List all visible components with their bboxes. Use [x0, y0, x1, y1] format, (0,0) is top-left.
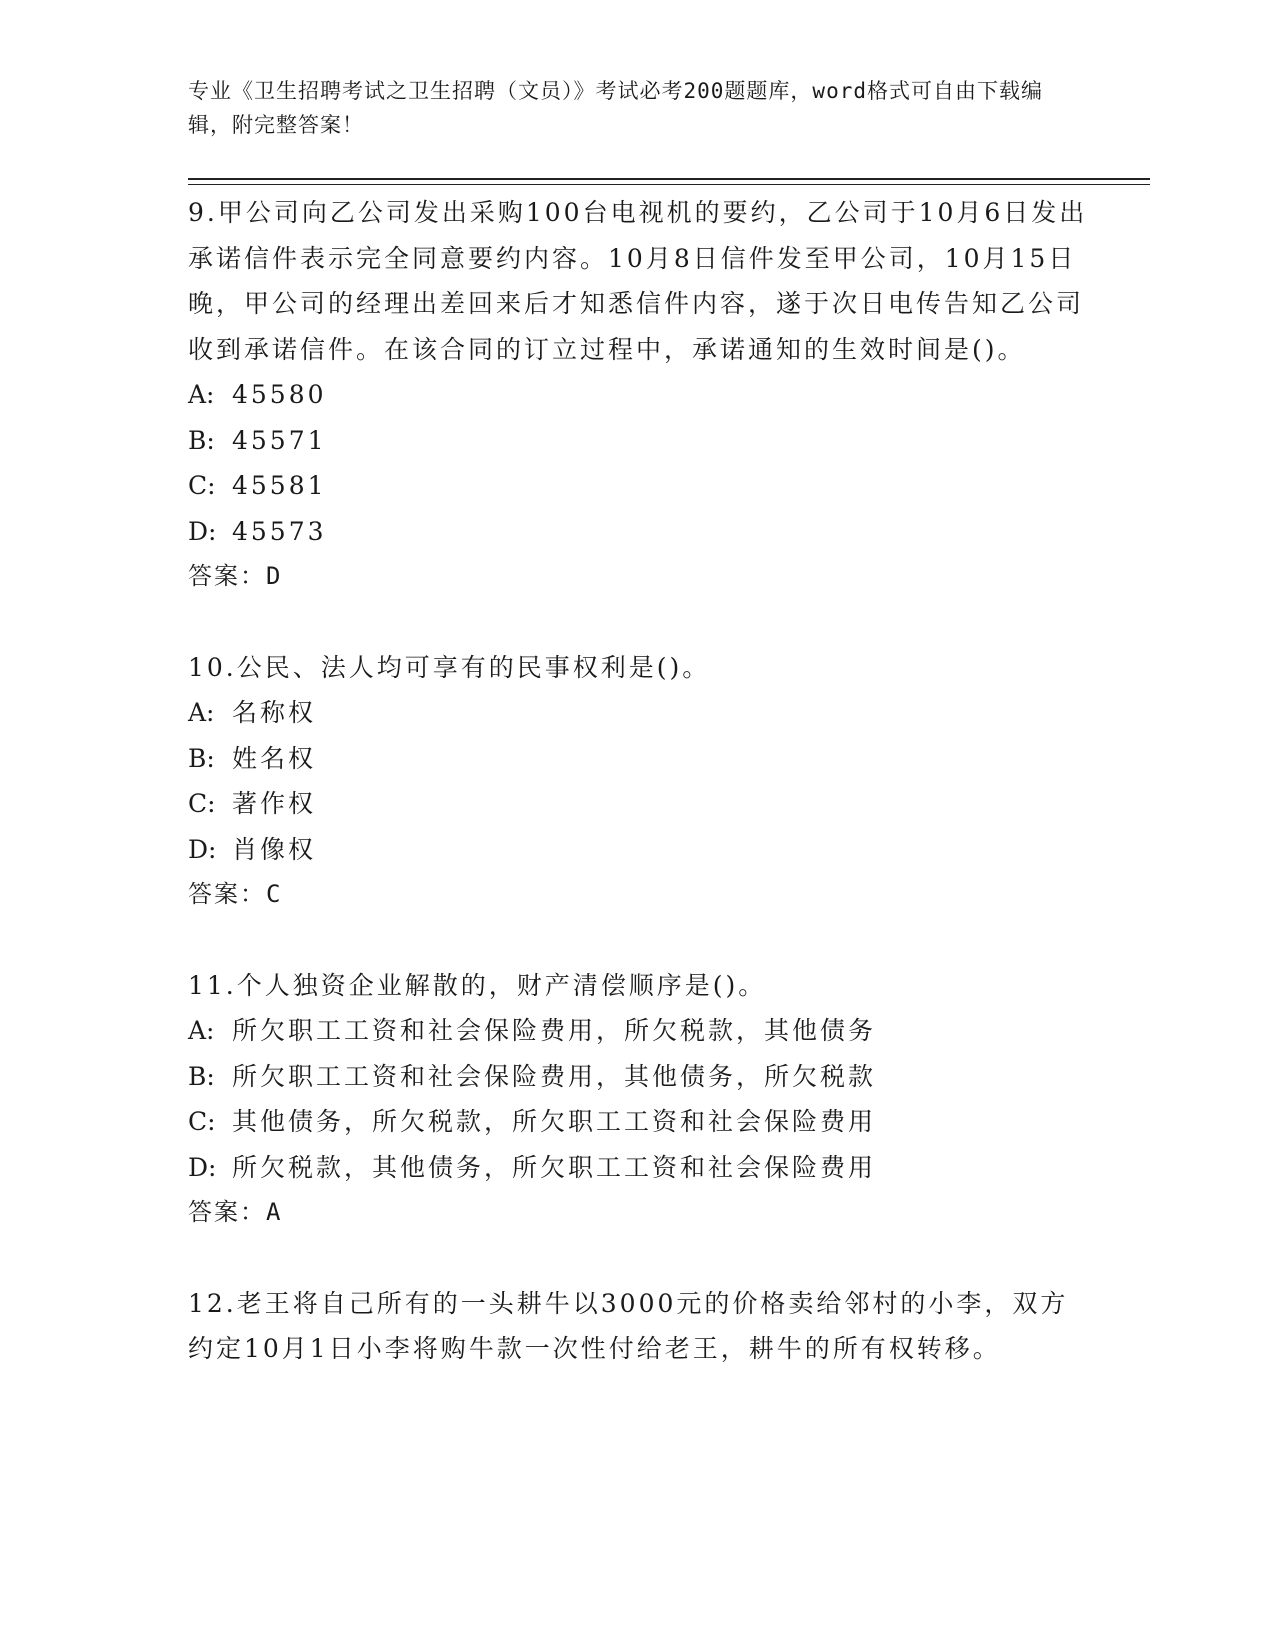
- option-value: 45571: [232, 425, 327, 455]
- option-d: [188, 509, 1088, 555]
- option-a: [188, 690, 1088, 736]
- option-c: [188, 463, 1088, 509]
- option-value: 名称权: [232, 698, 317, 727]
- question-10: [188, 645, 1088, 918]
- option-key: A:: [188, 698, 215, 727]
- option-value: 肖像权: [232, 834, 317, 864]
- option-value: 45573: [232, 516, 327, 546]
- header-divider-thick: [188, 178, 1150, 180]
- option-value: 所欠税款，其他债务，所欠职工工资和社会保险费用: [232, 1152, 877, 1182]
- option-key: C:: [188, 1107, 216, 1136]
- option-b: [188, 418, 1088, 464]
- answer-line: 答案：C: [188, 880, 283, 908]
- option-a: [188, 372, 1088, 418]
- option-value: 45581: [232, 471, 327, 500]
- option-value: 姓名权: [232, 743, 317, 773]
- option-value: 所欠职工工资和社会保险费用，所欠税款，其他债务: [232, 1016, 877, 1045]
- option-key: C:: [188, 471, 216, 500]
- option-key: A:: [188, 1016, 215, 1045]
- option-b: [188, 1054, 1088, 1100]
- question-9: [188, 190, 1088, 600]
- question-text: 9.甲公司向乙公司发出采购100台电视机的要约，乙公司于10月6日发出承诺信件表示完全同意要约内容。10月8日信件发至甲公司，10月15日晚，甲公司的经理出差回来后才知悉信件内容，遂于次日电传告知乙公司收到承诺信件。在该合同的订立过程中，承诺通知的生效时间是()。: [188, 198, 1088, 364]
- option-key: D:: [188, 516, 217, 546]
- option-d: [188, 1145, 1088, 1191]
- option-key: D:: [188, 834, 217, 864]
- option-key: B:: [188, 743, 215, 773]
- question-text: 12.老王将自己所有的一头耕牛以3000元的价格卖给邻村的小李，双方约定10月1日小李将购牛款一次性付给老王，耕牛的所有权转移。: [188, 1288, 1069, 1363]
- question-list: [188, 190, 1088, 1417]
- option-key: A:: [188, 380, 215, 409]
- option-c: [188, 781, 1088, 827]
- option-a: [188, 1008, 1088, 1054]
- question-text: 10.公民、法人均可享有的民事权利是()。: [188, 652, 711, 682]
- question-text: 11.个人独资企业解散的，财产清偿顺序是()。: [188, 970, 767, 1000]
- answer-line: 答案：D: [188, 562, 283, 590]
- question-11: [188, 963, 1088, 1236]
- option-value: 著作权: [232, 789, 317, 818]
- option-key: D:: [188, 1152, 217, 1182]
- option-value: 45580: [232, 380, 327, 409]
- option-b: [188, 736, 1088, 782]
- question-12: [188, 1281, 1088, 1372]
- option-key: C:: [188, 789, 216, 818]
- option-key: B:: [188, 425, 215, 455]
- option-c: [188, 1099, 1088, 1145]
- option-value: 其他债务，所欠税款，所欠职工工资和社会保险费用: [232, 1107, 877, 1136]
- answer-line: 答案：A: [188, 1198, 283, 1226]
- document-header: 专业《卫生招聘考试之卫生招聘（文员）》考试必考200题题库，word格式可自由下载编辑，附完整答案！: [188, 79, 1043, 137]
- option-key: B:: [188, 1061, 215, 1091]
- option-d: [188, 827, 1088, 873]
- header-divider-thin: [188, 184, 1150, 185]
- option-value: 所欠职工工资和社会保险费用，其他债务，所欠税款: [232, 1061, 877, 1091]
